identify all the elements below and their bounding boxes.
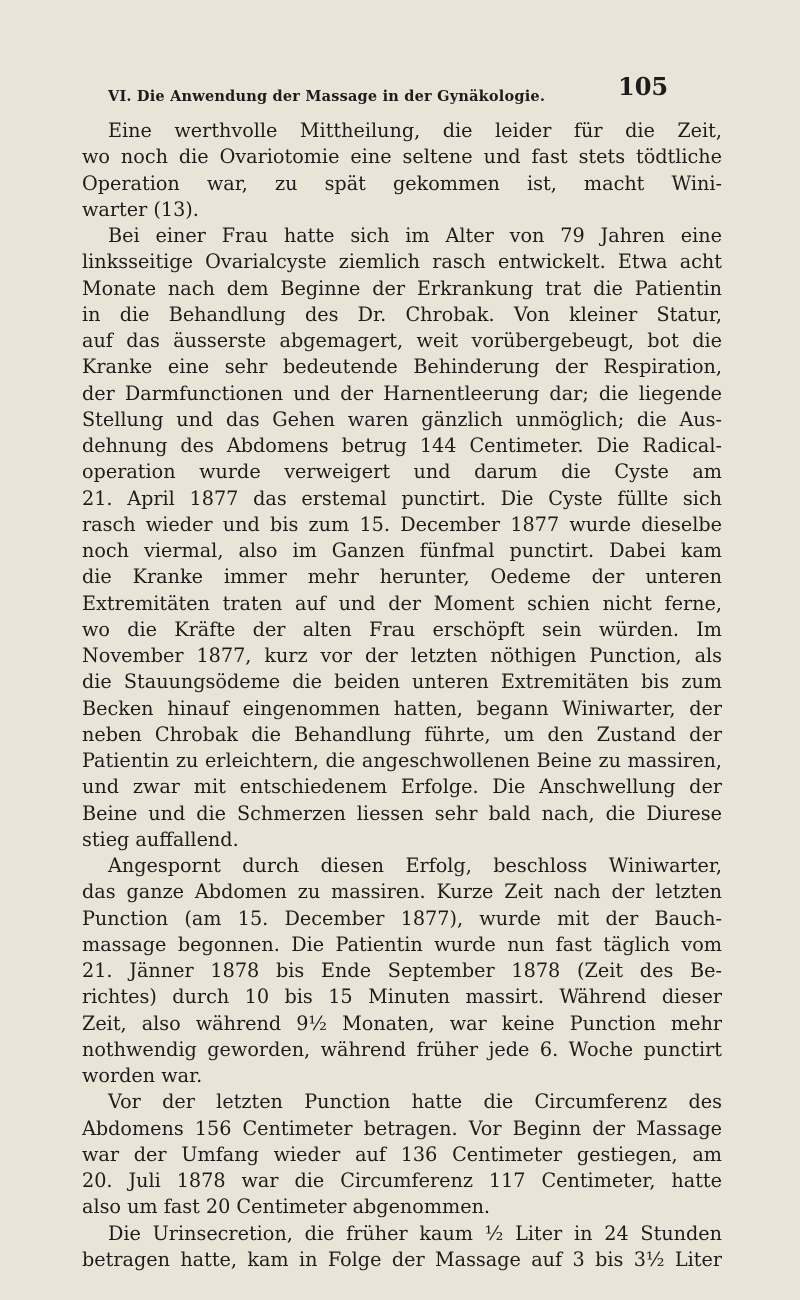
text-line: Zeit, also während 9½ Monaten, war keine Punction mehr bbox=[82, 1011, 722, 1035]
text-line: Punction (am 15. December 1877), wurde mit der Bauch- bbox=[82, 906, 722, 930]
text-line: warter (13). bbox=[82, 197, 199, 221]
text-line: betragen hatte, kam in Folge der Massage auf 3 bis 3½ Liter bbox=[82, 1247, 722, 1271]
body-text bbox=[82, 118, 722, 1273]
text-line: dehnung des Abdomens betrug 144 Centimeter. Die Radical- bbox=[82, 434, 722, 457]
text-line: Eine werthvolle Mittheilung, die leider für die Zeit, bbox=[108, 119, 722, 142]
text-line: Becken hinauf eingenommen hatten, begann Winiwarter, der bbox=[82, 696, 722, 720]
text-line: 20. Juli 1878 war die Circumferenz 117 Centimeter, hatte bbox=[82, 1169, 722, 1192]
text-line: war der Umfang wieder auf 136 Centimeter gestiegen, am bbox=[82, 1142, 722, 1166]
text-line: Patientin zu erleichtern, die angeschwollenen Beine zu massiren, bbox=[82, 749, 722, 772]
text-line: 21. Jänner 1878 bis Ende September 1878 (Zeit des Be- bbox=[82, 959, 722, 982]
text-line: Stellung und das Gehen waren gänzlich unmöglich; die Aus- bbox=[82, 407, 722, 431]
text-line: Monate nach dem Beginne der Erkrankung trat die Patientin bbox=[82, 276, 722, 300]
text-line: und zwar mit entschiedenem Erfolge. Die Anschwellung der bbox=[82, 775, 722, 799]
page-number: 105 bbox=[618, 72, 669, 101]
text-line: die Kranke immer mehr herunter, Oedeme der unteren bbox=[82, 565, 722, 589]
text-line: operation wurde verweigert und darum die Cyste am bbox=[82, 460, 722, 484]
text-line: wo noch die Ovariotomie eine seltene und fast stets tödtliche bbox=[82, 145, 722, 169]
text-line: Extremitäten traten auf und der Moment schien nicht ferne, bbox=[82, 591, 722, 615]
text-line: in die Behandlung des Dr. Chrobak. Von kleiner Statur, bbox=[82, 302, 722, 326]
text-line: worden war. bbox=[82, 1064, 203, 1087]
text-line: November 1877, kurz vor der letzten nöthigen Punction, als bbox=[82, 644, 722, 667]
text-line: rasch wieder und bis zum 15. December 1877 wurde dieselbe bbox=[82, 512, 722, 536]
text-line: stieg auffallend. bbox=[82, 827, 239, 851]
text-line: wo die Kräfte der alten Frau erschöpft sein würden. Im bbox=[82, 617, 722, 641]
text-line: die Stauungsödeme die beiden unteren Extremitäten bis zum bbox=[82, 670, 722, 694]
text-line: richtes) durch 10 bis 15 Minuten massirt. Während dieser bbox=[82, 985, 722, 1009]
text-line: Kranke eine sehr bedeutende Behinderung der Respiration, bbox=[82, 355, 722, 379]
running-head: VI. Die Anwendung der Massage in der Gynäkologie. bbox=[108, 88, 546, 105]
text-line: Die Urinsecretion, die früher kaum ½ Liter in 24 Stunden bbox=[108, 1221, 722, 1245]
text-line: Beine und die Schmerzen liessen sehr bald nach, die Diurese bbox=[82, 801, 722, 825]
text-line: also um fast 20 Centimeter abgenommen. bbox=[82, 1195, 491, 1219]
text-line: Operation war, zu spät gekommen ist, macht Wini- bbox=[82, 171, 722, 195]
text-line: Abdomens 156 Centimeter betragen. Vor Beginn der Massage bbox=[82, 1116, 722, 1140]
text-line: das ganze Abdomen zu massiren. Kurze Zeit nach der letzten bbox=[82, 880, 722, 904]
text-line: auf das äusserste abgemagert, weit vorübergebeugt, bot die bbox=[82, 329, 722, 352]
text-line: noch viermal, also im Ganzen fünfmal punctirt. Dabei kam bbox=[82, 539, 722, 562]
text-line: massage begonnen. Die Patientin wurde nun fast täglich vom bbox=[82, 932, 722, 956]
text-line: neben Chrobak die Behandlung führte, um den Zustand der bbox=[82, 722, 722, 746]
text-line: nothwendig geworden, während früher jede 6. Woche punctirt bbox=[82, 1037, 722, 1061]
text-line: Angespornt durch diesen Erfolg, beschloss Winiwarter, bbox=[108, 854, 722, 877]
text-line: linksseitige Ovarialcyste ziemlich rasch entwickelt. Etwa acht bbox=[82, 250, 722, 274]
text-line: Vor der letzten Punction hatte die Circumferenz des bbox=[108, 1090, 722, 1114]
text-line: 21. April 1877 das erstemal punctirt. Die Cyste füllte sich bbox=[82, 486, 722, 510]
text-line: Bei einer Frau hatte sich im Alter von 79 Jahren eine bbox=[108, 224, 722, 247]
text-line: der Darmfunctionen und der Harnentleerung dar; die liegende bbox=[82, 381, 722, 405]
